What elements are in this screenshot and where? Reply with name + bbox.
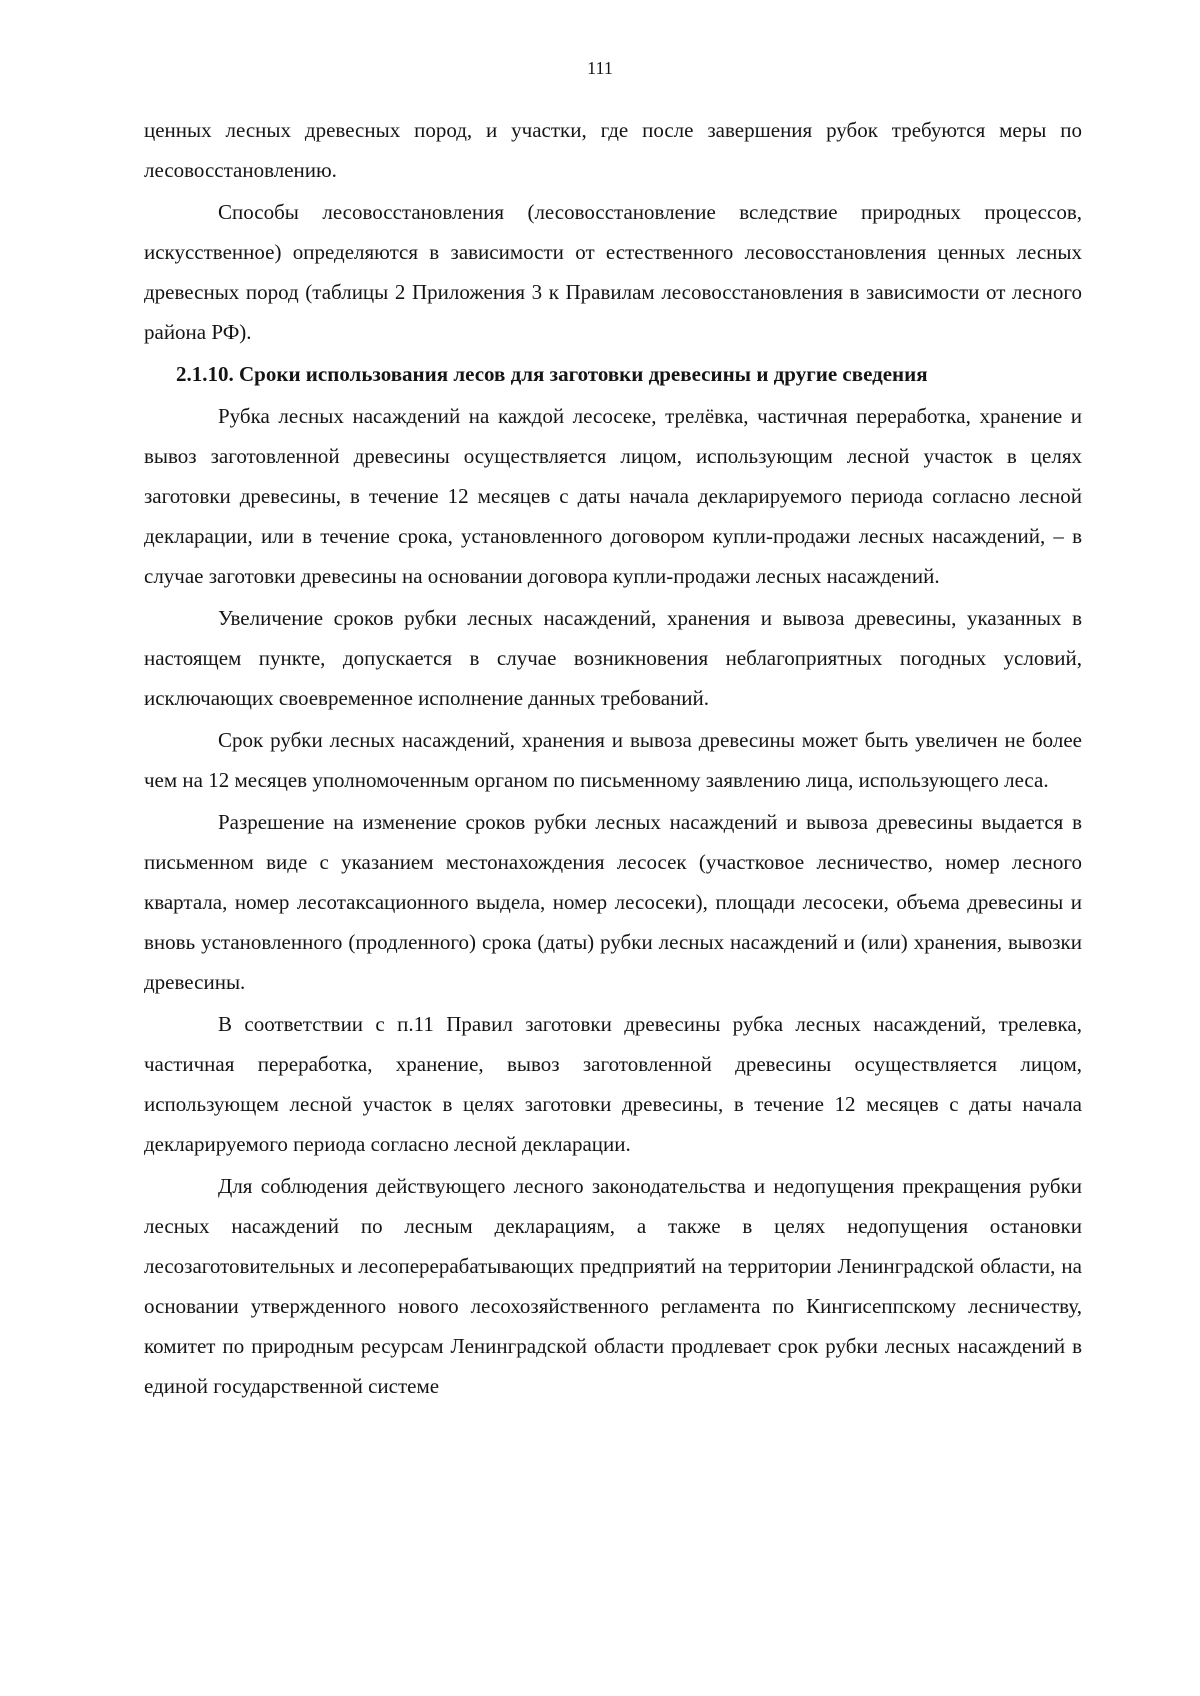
section-heading: 2.1.10. Сроки использования лесов для заготовки древесины и другие сведения (176, 362, 928, 386)
paragraph-legislation-compliance: Для соблюдения действующего лесного законодательства и недопущения прекращения рубки лесных насаждений по лесным декларациям, а также в целях недопущения остановки лесозаготовительных и лесоперерабатывающих предприятий на территории Ленинградской области, на основании утвержденного нового лесохозяйственного регламента по Кингисеппскому лесничеству, комитет по природным ресурсам Ленинградской области продлевает срок рубки лесных насаждений в единой государственной системе (144, 1174, 1082, 1398)
paragraph-reforestation-methods: Способы лесовосстановления (лесовосстановление вследствие природных процессов, искусственное) определяются в зависимости от естественного лесовосстановления ценных лесных древесных пород (таблицы 2 Приложения 3 к Правилам лесовосстановления в зависимости от лесного района РФ). (144, 200, 1082, 344)
document-body (144, 110, 1082, 1408)
paragraph-term-increase: Увеличение сроков рубки лесных насаждений, хранения и вывоза древесины, указанных в настоящем пункте, допускается в случае возникновения неблагоприятных погодных условий, исключающих своевременное исполнение данных требований. (144, 606, 1082, 710)
paragraph-permission: Разрешение на изменение сроков рубки лесных насаждений и вывоза древесины выдается в письменном виде с указанием местонахождения лесосек (участковое лесничество, номер лесного квартала, номер лесотаксационного выдела, номер лесосеки), площади лесосеки, объема древесины и вновь установленного (продленного) срока (даты) рубки лесных насаждений и (или) хранения, вывозки древесины. (144, 810, 1082, 994)
paragraph-felling-terms: Рубка лесных насаждений на каждой лесосеке, трелёвка, частичная переработка, хранение и вывоз заготовленной древесины осуществляется лицом, использующим лесной участок в целях заготовки древесины, в течение 12 месяцев с даты начала декларируемого периода согласно лесной декларации, или в течение срока, установленного договором купли-продажи лесных насаждений, – в случае заготовки древесины на основании договора купли-продажи лесных насаждений. (144, 404, 1082, 588)
paragraph-term-extension: Срок рубки лесных насаждений, хранения и вывоза древесины может быть увеличен не более чем на 12 месяцев уполномоченным органом по письменному заявлению лица, использующего леса. (144, 728, 1082, 792)
paragraph-rules-reference: В соответствии с п.11 Правил заготовки древесины рубка лесных насаждений, трелевка, частичная переработка, хранение, вывоз заготовленной древесины осуществляется лицом, использующем лесной участок в целях заготовки древесины, в течение 12 месяцев с даты начала декларируемого периода согласно лесной декларации. (144, 1012, 1082, 1156)
paragraph-continuation: ценных лесных древесных пород, и участки, где после завершения рубок требуются меры по лесовосстановлению. (144, 118, 1082, 182)
page-number: 111 (587, 58, 613, 78)
